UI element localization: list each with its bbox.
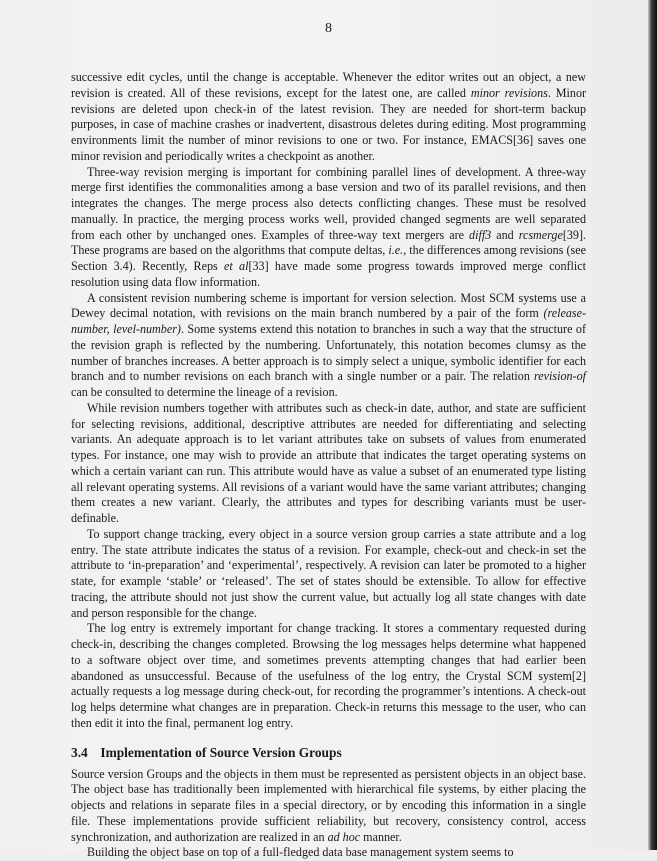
page-edge-shadow bbox=[648, 0, 657, 850]
paragraph-p3 bbox=[71, 291, 586, 401]
text-run: can be consulted to determine the lineage of a revision. bbox=[71, 385, 338, 399]
paragraph-p7 bbox=[71, 767, 586, 846]
italic-text: minor revisions bbox=[471, 86, 548, 100]
text-run: Source version Groups and the objects in them must be represented as persistent objects in an object base. The object base has traditionally been implemented with hierarchical file systems, by either placing the objects and relations in separate files in a special directory, or by encoding this information in a single file. These implementations provide sufficient reliability, but recovery, consistency control, access synchronization, and authorization are realized in an bbox=[71, 767, 586, 844]
italic-text: et al bbox=[224, 259, 248, 273]
paragraph-p4 bbox=[71, 401, 586, 527]
text-run: and bbox=[491, 228, 518, 242]
paragraphs-before-section bbox=[71, 70, 586, 732]
section-heading bbox=[71, 744, 586, 761]
paragraph-p1 bbox=[71, 70, 586, 165]
italic-text: diff3 bbox=[469, 228, 491, 242]
italic-text: (release-number, level-number) bbox=[71, 306, 586, 336]
text-run: . Some systems extend this notation to branches in such a way that the structure of the revision graph is reflected by the numbering. Unfortunately, this notation becomes clumsy as the number of branches increases. A better approach is to simply select a unique, symbolic identifier for each branch and to number revisions on each branch with a single number or a pair. The relation bbox=[71, 322, 586, 383]
text-run: . Minor revisions are deleted upon check-in of the latest revision. They are needed for short-term backup purposes, in case of machine crashes or inadvertent, disastrous deletes during editing. Most programming environments limit the number of minor revisions to one or two. For instance, EMACS[36] saves one minor revision and periodically writes a checkpoint as another. bbox=[71, 86, 586, 163]
paragraphs-after-section bbox=[71, 767, 586, 861]
paragraph-p8 bbox=[71, 845, 586, 861]
italic-text: ad hoc bbox=[328, 830, 361, 844]
italic-text: revision-of bbox=[534, 369, 586, 383]
text-run: Building the object base on top of a full-fledged data base management system seems to bbox=[87, 845, 514, 859]
section-number: 3.4 bbox=[71, 744, 97, 761]
paragraph-p6 bbox=[71, 621, 586, 731]
text-run: successive edit cycles, until the change is acceptable. Whenever the editor writes out an object, a new revision is created. All of these revisions, except for the latest one, are called bbox=[71, 70, 586, 100]
text-run: Three-way revision merging is important for combining parallel lines of development. A three-way merge first identifies the commonalities among a base version and two of its parallel revisions, and then integrates the changes. The merge process also detects conflicting changes. These must be resolved manually. In practice, the merging process works well, provided changed segments are well separated from each other by unchanged ones. Examples of three-way text mergers are bbox=[71, 165, 586, 242]
paragraph-p5 bbox=[71, 527, 586, 622]
text-run: [39]. These programs are based on the algorithms that compute deltas, bbox=[71, 228, 586, 258]
text-run: While revision numbers together with attributes such as check-in date, author, and state are sufficient for selecting revisions, additional, descriptive attributes are needed for differentiating and selecting variants. An adequate approach is to let variant attributes take on subsets of values from enumerated types. For instance, one may wish to provide an attribute that indicates the target operating systems on which a certain variant can run. This attribute would have as value a subset of an enumerated type listing all relevant operating systems. All revisions of a variant would have the same variant attributes; changing them creates a new variant. Clearly, the attributes and types for describing variants must be user-definable. bbox=[71, 401, 586, 525]
text-run: To support change tracking, every object in a source version group carries a state attribute and a log entry. The state attribute indicates the status of a revision. For example, check-out and check-in set the attribute to ‘in-preparation’ and ‘experimental’, respectively. A revision can later be promoted to a higher state, for example ‘stable’ or ‘released’. The set of states should be extensible. To allow for effective tracing, the attribute should not just show the current value, but actually log all state changes with date and person responsible for the change. bbox=[71, 527, 586, 620]
body-text bbox=[71, 70, 586, 861]
section-title: Implementation of Source Version Groups bbox=[100, 745, 341, 760]
italic-text: rcsmerge bbox=[519, 228, 563, 242]
page-number: 8 bbox=[0, 21, 657, 37]
text-run: , the differences among revisions (see Section 3.4). Recently, Reps bbox=[71, 243, 586, 273]
text-run: [33] have made some progress towards improved merge conflict resolution using data flow information. bbox=[71, 259, 586, 289]
paragraph-p2 bbox=[71, 165, 586, 291]
text-run: manner. bbox=[360, 830, 402, 844]
italic-text: i.e. bbox=[388, 243, 403, 257]
text-run: The log entry is extremely important for change tracking. It stores a commentary requested during check-in, describing the changes completed. Browsing the log messages helps determine what happened to a software object over time, and sometimes prevents attempting changes that had earlier been abandoned as unsuccessful. Because of the usefulness of the log entry, the Crystal SCM system[2] actually requests a log message during check-out, for recording the programmer’s intentions. A check-out log helps determine what changes are in preparation. Check-in returns this message to the user, who can then edit it into the final, permanent log entry. bbox=[71, 621, 586, 730]
text-run: A consistent revision numbering scheme is important for version selection. Most SCM systems use a Dewey decimal notation, with revisions on the main branch numbered by a pair of the form bbox=[71, 291, 586, 321]
